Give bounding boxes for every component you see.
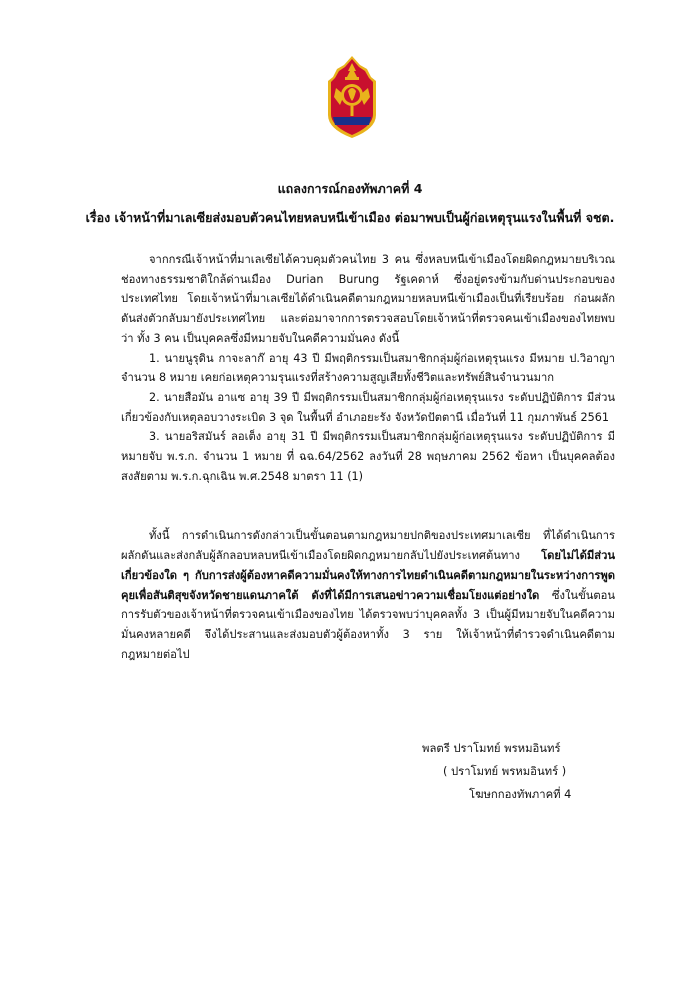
closing-text-part2: ซึ่งในขั้นตอนการรับตัวของเจ้าหน้าที่ตรวจคนเข้าเมืองของไทย ได้ตรวจพบว่าบุคคลทั้ง 3 เป็นผู้มีหมายจับในคดีความมั่นคงหลายคดี จึงได้ประสานและส่งมอบตัวผู้ต้องหาทั้ง 3 ราย ให้เจ้าหน้าที่ตำรวจดำเนินคดีตามกฎหมายต่อไป [121, 588, 615, 661]
statement-header [0, 180, 700, 227]
closing-paragraph [121, 526, 615, 664]
army-emblem-logo [320, 55, 384, 139]
army-area-4-emblem-icon [320, 55, 384, 139]
statement-subject: เรื่อง เจ้าหน้าที่มาเลเซียส่งมอบตัวคนไทยหลบหนีเข้าเมือง ต่อมาพบเป็นผู้ก่อเหตุรุนแรงในพื้นที่ จชต. [85, 210, 615, 225]
suspect-item-3: 3. นายอริสมันร์ ลอเต็ง อายุ 31 ปี มีพฤติกรรมเป็นสมาชิกกลุ่มผู้ก่อเหตุรุนแรง ระดับปฏิบัติการ มีหมายจับ พ.ร.ก. จำนวน 1 หมาย ที่ ฉฉ.64/2562 ลงวันที่ 28 พฤษภาคม 2562 ข้อหา เป็นบุคคลต้องสงสัยตาม พ.ร.ก.ฉุกเฉิน พ.ศ.2548 มาตรา 11 (1) [121, 430, 615, 483]
suspect-item-1: 1. นายนูรุดิน กาจะลาก๊ อายุ 43 ปี มีพฤติกรรมเป็นสมาชิกกลุ่มผู้ก่อเหตุรุนแรง มีหมาย ป.วิอาญา จำนวน 8 หมาย เคยก่อเหตุความรุนแรงที่สร้างความสูญเสียทั้งชีวิตและทรัพย์สินจำนวนมาก [121, 351, 615, 385]
suspect-item-2: 2. นายสือมัน อาแซ อายุ 39 ปี มีพฤติกรรมเป็นสมาชิกกลุ่มผู้ก่อเหตุรุนแรง ระดับปฏิบัติการ มีส่วนเกี่ยวข้องกับเหตุลอบวางระเบิด 3 จุด ในพื้นที่ อำเภอยะรัง จังหวัดปัตตานี เมื่อวันที่ 11 กุมภาพันธ์ 2561 [121, 390, 615, 424]
signature-position: โฆษกกองทัพภาคที่ 4 [469, 788, 572, 801]
signature-name-rank: พลตรี ปราโมทย์ พรหมอินทร์ [422, 742, 561, 755]
statement-title: แถลงการณ์กองทัพภาคที่ 4 [277, 181, 423, 196]
statement-body [121, 250, 615, 664]
signature-block [400, 737, 660, 806]
signature-name-parenthetical: ( ปราโมทย์ พรหมอินทร์ ) [443, 765, 567, 778]
closing-text-emphasis: โดยไม่ได้มีส่วนเกี่ยวข้องใด ๆ กับการส่งผู้ต้องหาคดีความมั่นคงให้ทางการไทยดำเนินคดีตามกฎหมายในระหว่างการพูดคุยเพื่อสันติสุขจังหวัดชายแดนภาคใต้ ดังที่ได้มีการเสนอข่าวความเชื่อมโยงแต่อย่างใด [121, 549, 615, 602]
closing-text-part1: ทั้งนี้ การดำเนินการดังกล่าวเป็นขั้นตอนตามกฎหมายปกติของประเทศมาเลเซีย ที่ได้ดำเนินการผลักดันและส่งกลับผู้ลักลอบหลบหนีเข้าเมืองโดยผิดกฎหมายกลับไปยังประเทศต้นทาง [121, 529, 615, 563]
intro-paragraph: จากกรณีเจ้าหน้าที่มาเลเซียได้ควบคุมตัวคนไทย 3 คน ซึ่งหลบหนีเข้าเมืองโดยผิดกฎหมายบริเวณช่องทางธรรมชาติใกล้ด่านเมือง Durian Burung รัฐเคดาห์ ซึ่งอยู่ตรงข้ามกับด่านประกอบของประเทศไทย โดยเจ้าหน้าที่มาเลเซียได้ดำเนินคดีตามกฎหมายหลบหนีเข้าเมืองเป็นที่เรียบร้อย ก่อนผลักดันส่งตัวกลับมายังประเทศไทย และต่อมาจากการตรวจสอบโดยเจ้าหน้าที่ตรวจคนเข้าเมืองของไทยพบว่า ทั้ง 3 คน เป็นบุคคลซึ่งมีหมายจับในคดีความมั่นคง ดังนี้ [121, 253, 615, 345]
